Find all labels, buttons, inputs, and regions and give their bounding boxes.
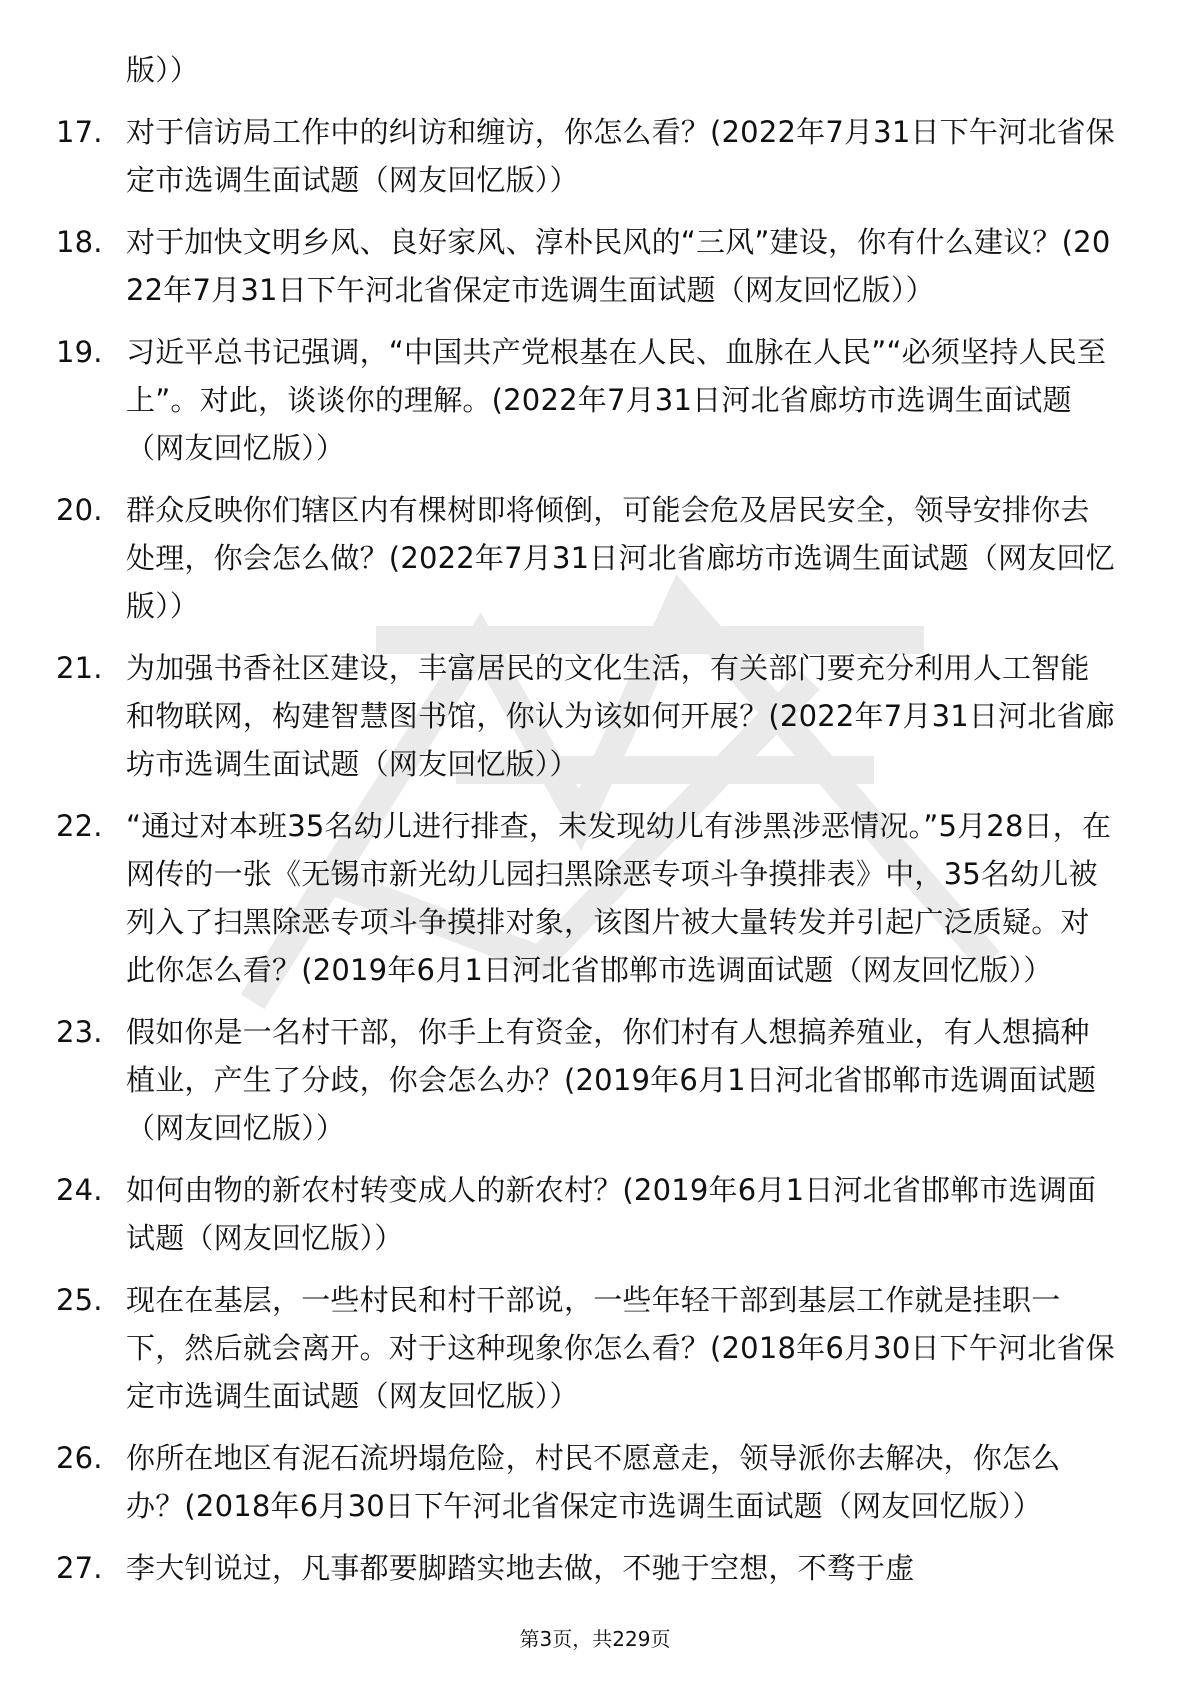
list-item (56, 486, 1116, 630)
item-text: 李大钊说过，凡事都要脚踏实地去做，不驰于空想，不骛于虚 (126, 1551, 915, 1585)
item-text: 假如你是一名村干部，你手上有资金，你们村有人想搞养殖业，有人想搞种植业，产生了分歧，你会怎么办？(2019年6月1日河北省邯郸市选调面试题（网友回忆版）） (126, 1015, 1097, 1145)
item-number: 21. (56, 651, 103, 685)
page-footer: 第3页，共229页 (519, 1627, 671, 1651)
list-item (56, 108, 1116, 204)
item-number: 24. (56, 1173, 103, 1207)
list-item (56, 1276, 1116, 1420)
item-text: 群众反映你们辖区内有棵树即将倾倒，可能会危及居民安全，领导安排你去处理，你会怎么做？(2022年7月31日河北省廊坊市选调生面试题（网友回忆版）） (126, 493, 1115, 623)
item-text: 如何由物的新农村转变成人的新农村？(2019年6月1日河北省邯郸市选调面试题（网友回忆版）） (126, 1173, 1097, 1255)
item-number: 27. (56, 1551, 103, 1585)
list-item (56, 1008, 1116, 1152)
item-text: 对于信访局工作中的纠访和缠访，你怎么看？(2022年7月31日下午河北省保定市选调生面试题（网友回忆版）） (126, 115, 1115, 197)
item-number: 20. (56, 493, 103, 527)
question-list (56, 46, 1116, 1606)
list-item (56, 802, 1116, 994)
item-number: 22. (56, 809, 103, 843)
item-number: 23. (56, 1015, 103, 1049)
item-text: 为加强书香社区建设，丰富居民的文化生活，有关部门要充分利用人工智能和物联网，构建智慧图书馆，你认为该如何开展？(2022年7月31日河北省廊坊市选调生面试题（网友回忆版）） (126, 651, 1115, 781)
list-item (56, 1544, 1116, 1592)
item-number: 26. (56, 1441, 103, 1475)
item-number: 25. (56, 1283, 103, 1317)
item-text: 习近平总书记强调，“中国共产党根基在人民、血脉在人民”“必须坚持人民至上”。对此，谈谈你的理解。(2022年7月31日河北省廊坊市选调生面试题（网友回忆版）） (126, 335, 1107, 465)
list-item (56, 1434, 1116, 1530)
item-text: 版）） (126, 53, 200, 87)
list-item (56, 644, 1116, 788)
item-number: 19. (56, 335, 103, 369)
item-number: 17. (56, 115, 103, 149)
list-item-continuation (56, 46, 1116, 94)
item-text: 你所在地区有泥石流坍塌危险，村民不愿意走，领导派你去解决，你怎么办？(2018年6月30日下午河北省保定市选调生面试题（网友回忆版）） (126, 1441, 1061, 1523)
item-number: 18. (56, 225, 103, 259)
list-item (56, 218, 1116, 314)
list-item (56, 1166, 1116, 1262)
list-item (56, 328, 1116, 472)
item-text: 现在在基层，一些村民和村干部说，一些年轻干部到基层工作就是挂职一下，然后就会离开。对于这种现象你怎么看？(2018年6月30日下午河北省保定市选调生面试题（网友回忆版）） (126, 1283, 1115, 1413)
item-text: 对于加快文明乡风、良好家风、淳朴民风的“三风”建设，你有什么建议？(2022年7月31日下午河北省保定市选调生面试题（网友回忆版）） (126, 225, 1111, 307)
item-text: “通过对本班35名幼儿进行排查，未发现幼儿有涉黑涉恶情况。”5月28日，在网传的一张《无锡市新光幼儿园扫黑除恶专项斗争摸排表》中，35名幼儿被列入了扫黑除恶专项斗争摸排对象，该图片被大量转发并引起广泛质疑。对此你怎么看？(2019年6月1日河北省邯郸市选调面试题（网友回忆版）） (126, 809, 1112, 987)
